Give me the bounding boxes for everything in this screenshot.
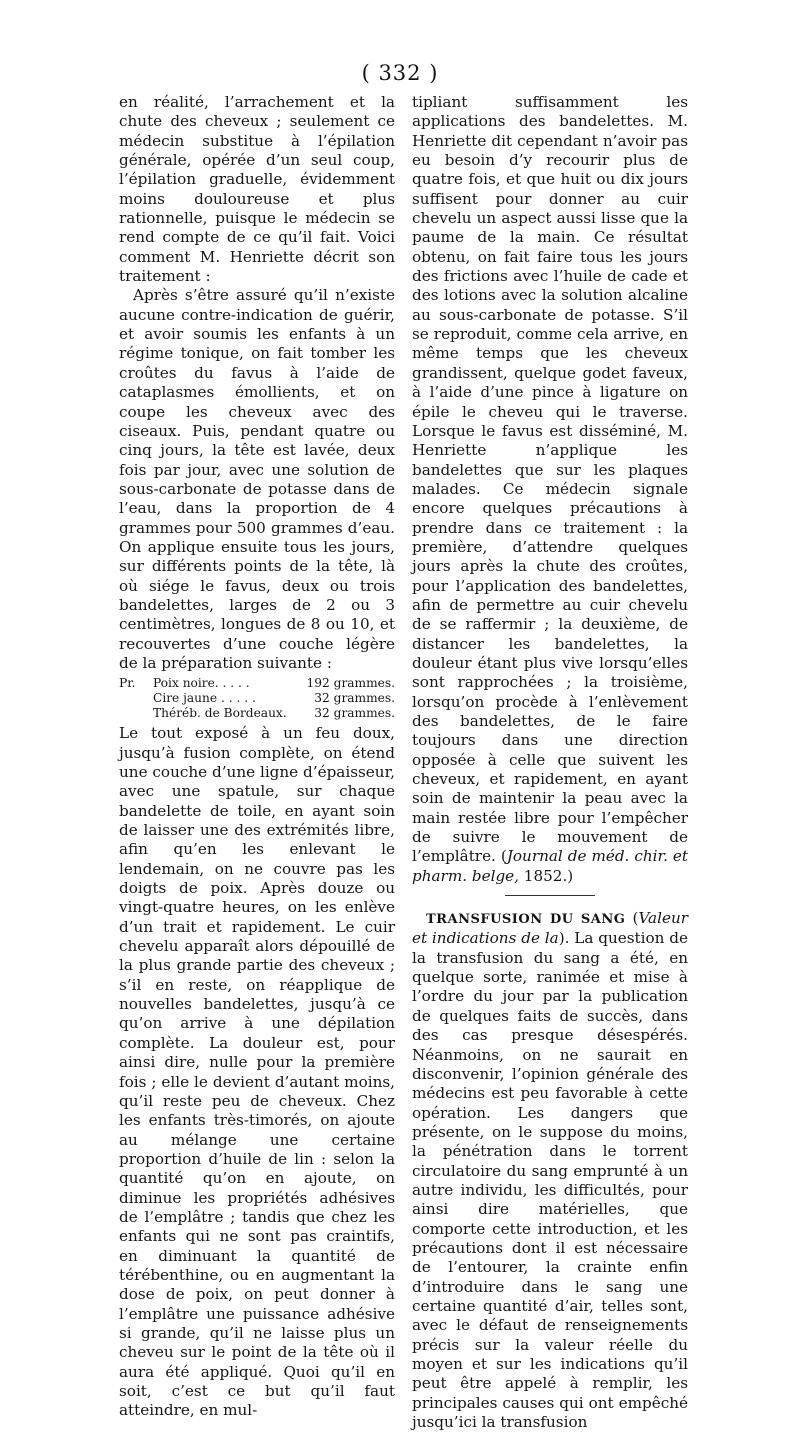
right-paragraph-1 — [412, 93, 688, 886]
left-paragraph-1: en réalité, l’arrachement et la chute des cheveux ; seulement ce médecin substitue à l’épilation générale, opérée d’un seul coup, l’épilation graduelle, évidemment moins douloureuse et plus rationnelle, puisque le médecin se rend compte de ce qu’il fait. Voici comment M. Henriette décrit son traitement : — [119, 93, 395, 286]
section-subtitle: Valeur et indications de la — [412, 909, 688, 948]
formula-row — [119, 706, 395, 721]
section-heading: TRANSFUSION DU SANG — [426, 912, 626, 928]
formula-prefix: Pr. — [119, 676, 136, 691]
formula-row — [119, 691, 395, 706]
formula-quantity: 192 grammes. — [306, 676, 395, 691]
right-column — [412, 93, 688, 1432]
citation-year: 1852.) — [518, 866, 574, 885]
formula-quantity: 32 grammes. — [314, 691, 395, 706]
formula-ingredient: Cire jaune . . . . . — [153, 691, 256, 706]
formula-ingredient: Théréb. de Bordeaux. — [153, 706, 287, 721]
formula-prefix — [119, 706, 153, 721]
journal-citation: Journal de méd. chir. et pharm. belge, — [412, 847, 688, 885]
left-paragraph-3: Le tout exposé à un feu doux, jusqu’à fusion complète, on étend une couche d’une ligne d’épaisseur, avec une spatule, sur chaque bandelette de toile, en ayant soin de laisser une des extrémités libre, afin qu’en les enlevant le lendemain, on ne couvre pas les doigts de poix. Après douze ou vingt-quatre heures, on les enlève d’un trait et rapidement. Le cuir chevelu apparaît alors dépouillé de la plus grande partie des cheveux ; s’il en reste, on réapplique de nouvelles bandelettes, jusqu’à ce qu’on arrive à une dépilation complète. La douleur est, pour ainsi dire, nulle pour la première fois ; elle le devient d’autant moins, qu’il reste peu de cheveux. Chez les enfants très-timorés, on ajoute au mélange une certaine proportion d’huile de lin : selon la quantité qu’on en ajoute, on diminue les propriétés adhésives de l’emplâtre ; tandis que chez les enfants qui ne sont pas craintifs, en diminuant la quantité de térébenthine, ou en augmentant la dose de poix, on peut donner à l’emplâtre une puissance adhésive si grande, qu’il ne laisse plus un cheveu sur le point de la tête où il aura été appliqué. Quoi qu’il en soit, c’est ce but qu’il faut atteindre, en mul- — [119, 724, 395, 1420]
page-number: ( 332 ) — [361, 61, 439, 85]
subtitle-open: ( — [625, 909, 639, 928]
formula-prefix — [119, 691, 153, 706]
formula-ingredient: Poix noire. . . . . — [153, 676, 250, 691]
recipe-formula — [119, 676, 395, 721]
left-paragraph-2: Après s’être assuré qu’il n’existe aucune contre-indication de guérir, et avoir soumis les enfants à un régime tonique, on fait tomber les croûtes du favus à l’aide de cataplasmes émollients, et on coupe les cheveux avec des ciseaux. Puis, pendant quatre ou cinq jours, la tête est lavée, deux fois par jour, avec une solution de sous-carbonate de potasse dans de l’eau, dans la proportion de 4 grammes pour 500 grammes d’eau. On applique ensuite tous les jours, sur différents points de la tête, là où siége le favus, deux ou trois bandelettes, larges de 2 ou 3 centimètres, longues de 8 ou 10, et recouvertes d’une couche légère de la préparation suivante : — [119, 286, 395, 672]
left-column — [119, 93, 395, 1421]
subtitle-close: ). — [558, 929, 570, 948]
right-paragraph-2-text: La question de la transfusion du sang a été, en quelque sorte, ranimée et mise à l’ordre du jour par la publication de quelques faits de succès, dans des cas presque désespérés. Néanmoins, on ne saurait en disconvenir, l’opinion générale des médecins est peu favorable à cette opération. Les dangers que présente, on le suppose du moins, la pénétration dans le torrent circulatoire du sang emprunté à un autre individu, les difficultés, pour ainsi dire matérielles, que comporte cette introduction, et les précautions dont il est nécessaire de l’entourer, la crainte enfin d’introduire dans le sang une certaine quantité d’air, telles sont, avec le défaut de renseignements précis sur la valeur réelle du moyen et sur les indications qu’il peut être appelé à remplir, les principales causes qui ont empêché jusqu’ici la transfusion — [412, 929, 688, 1432]
section-divider — [505, 895, 595, 896]
right-paragraph-2 — [412, 909, 688, 1432]
formula-row — [119, 676, 395, 691]
citation-open: ( — [500, 847, 507, 866]
formula-quantity: 32 grammes. — [314, 706, 395, 721]
right-paragraph-1-text: tipliant suffisamment les applications des bandelettes. M. Henriette dit cependant n’avoir pas eu besoin d’y recourir plus de quatre fois, et que huit ou dix jours suffisent pour donner au cuir chevelu un aspect aussi lisse que la paume de la main. Ce résultat obtenu, on fait faire tous les jours des frictions avec l’huile de cade et des lotions avec la solution alcaline au sous-carbonate de potasse. S’il se reproduit, comme cela arrive, en même temps que les cheveux grandissent, quelque godet faveux, à l’aide d’une pince à ligature on épile le cheveu qui le traverse. Lorsque le favus est disséminé, M. Henriette n’applique les bandelettes que sur les plaques malades. Ce médecin signale encore quelques précautions à prendre dans ce traitement : la première, d’attendre quelques jours après la chute des croûtes, pour l’application des bandelettes, afin de permettre au cuir chevelu de se raffermir ; la deuxième, de distancer les bandelettes, la douleur étant plus vive lorsqu’elles sont rapprochées ; la troisième, lorsqu’on procède à l’enlèvement des bandelettes, de le faire toujours dans une direction opposée à celle que suivent les cheveux, et rapidement, en ayant soin de maintenir la peau avec la main restée libre pour l’empêcher de suivre le mouvement de l’emplâtre. — [412, 93, 688, 866]
